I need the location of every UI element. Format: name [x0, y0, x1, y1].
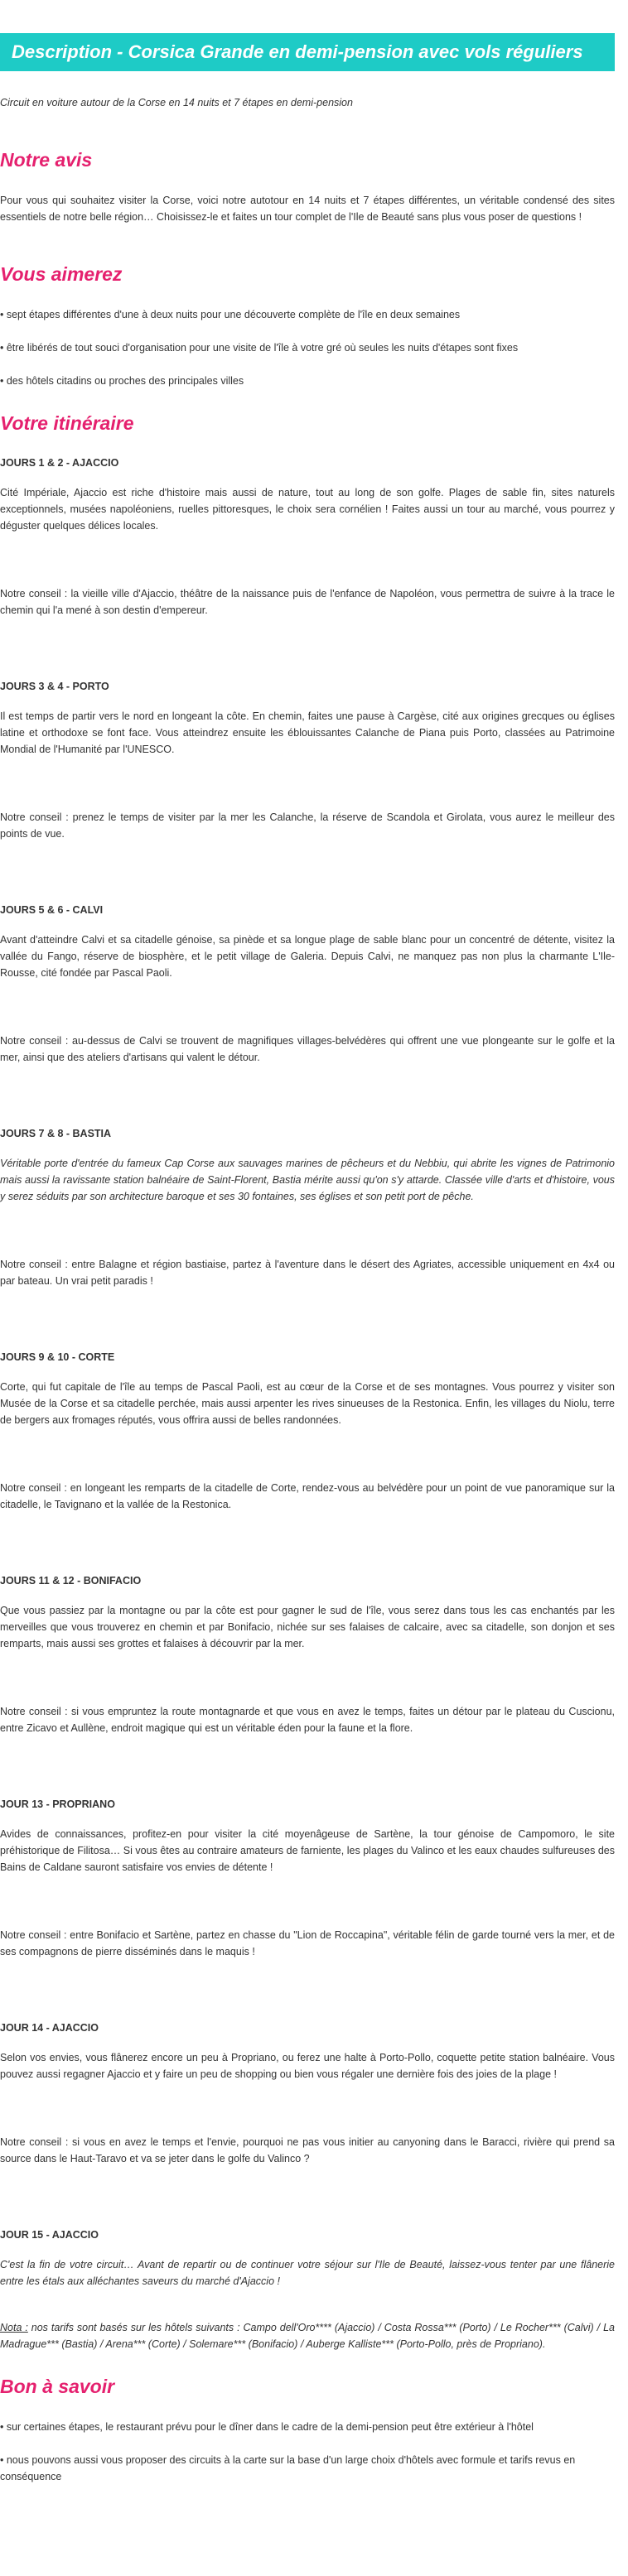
day-tip: Notre conseil : si vous en avez le temps et l'envie, pourquoi ne pas vous initier au canyoning dans le Baracci, rivière qui prend sa source dans le Haut-Taravo et va se jeter dans le golfe du Valinco ?: [0, 2136, 615, 2165]
day-tip: Notre conseil : entre Bonifacio et Sartène, partez en chasse du "Lion de Roccapina", véritable félin de garde tourné vers la mer, et de ses compagnons de pierre disséminés dans le maquis !: [0, 1929, 615, 1958]
hotels-note: [0, 2319, 615, 2352]
note-text: nos tarifs sont basés sur les hôtels suivants : Campo dell'Oro**** (Ajaccio) / Costa Rossa*** (Porto) / Le Rocher*** (Calvi) / La Madrague*** (Bastia) / Arena*** (Corte) / Solemare*** (Bonifacio) / Auberge Kalliste*** (Porto-Pollo, près de Propriano).: [0, 2322, 615, 2351]
aimerez-list: [0, 306, 615, 389]
itinerary-day: [0, 1349, 615, 1513]
day-title: JOUR 15 - AJACCIO: [0, 2229, 99, 2241]
day-description: Que vous passiez par la montagne ou par la côte est pour gagner le sud de l'île, vous serez dans tous les cas enchantés par les merveilles que vous trouverez en chemin et par Bonifacio, nichée sur ses falaises de calcaire, avec sa citadelle, son donjon et ses remparts, mais aussi ses grottes et falaises à découvrir par la mer.: [0, 1605, 615, 1650]
itinerary-day: [0, 2227, 615, 2290]
itinerary-day: [0, 455, 615, 619]
subtitle: Circuit en voiture autour de la Corse en 14 nuits et 7 étapes en demi-pension: [0, 97, 353, 109]
heading-vous-aimerez: Vous aimerez: [0, 262, 123, 285]
note-label: Nota :: [0, 2322, 28, 2334]
day-description: C'est la fin de votre circuit… Avant de repartir ou de continuer votre séjour sur l'Ile de Beauté, laissez-vous tenter par une flânerie entre les étals aux alléchantes saveurs du marché d'Ajaccio !: [0, 2259, 615, 2288]
avis-text: Pour vous qui souhaitez visiter la Corse, voici notre autotour en 14 nuits et 7 étapes différentes, un véritable condensé des sites essentiels de notre belle région… Choisissez-le et faites un tour complet de l'Ile de Beauté sans plus vous poser de questions !: [0, 194, 615, 223]
page-content: [0, 33, 628, 2498]
itinerary-day: [0, 678, 615, 842]
day-description: Avides de connaissances, profitez-en pour visiter la cité moyenâgeuse de Sartène, la tour génoise de Campomoro, le site préhistorique de Filitosa… Si vous êtes au contraire amateurs de farniente, les plages du Valinco et les eaux chaudes sulfureuses des Bains de Caldane sauront satisfaire vos envies de détente !: [0, 1828, 615, 1874]
day-tip: Notre conseil : la vieille ville d'Ajaccio, théâtre de la naissance puis de l'enfance de Napoléon, vous permettra de suivre à la trace le chemin qui l'a mené à son destin d'empereur.: [0, 588, 615, 617]
day-description: Cité Impériale, Ajaccio est riche d'histoire mais aussi de nature, tout au long de son golfe. Plages de sable fin, sites naturels exceptionnels, musées napoléoniens, ruelles pittoresques, le choix sera cornélien ! Faites aussi un tour au marché, vous pourrez y déguster quelques délices locales.: [0, 487, 615, 532]
itinerary-day: [0, 1125, 615, 1289]
day-tip: Notre conseil : au-dessus de Calvi se trouvent de magnifiques villages-belvédères qui offrent une vue plongeante sur le golfe et la mer, ainsi que des ateliers d'artisans qui valent le détour.: [0, 1035, 615, 1064]
list-item: • des hôtels citadins ou proches des principales villes: [0, 374, 244, 387]
day-description: Véritable porte d'entrée du fameux Cap Corse aux sauvages marines de pêcheurs et du Nebbiu, qui abrite les vignes de Patrimonio mais aussi la ravissante station balnéaire de Saint-Florent, Bastia mérite aussi qu'on s'y attarde. Classée ville d'arts et d'histoire, vous y serez séduits par son architecture baroque et ses 30 fontaines, ses églises et son petit port de pêche.: [0, 1158, 615, 1203]
day-tip: Notre conseil : en longeant les remparts de la citadelle de Corte, rendez-vous au belvédère pour un point de vue panoramique sur la citadelle, le Tavignano et la vallée de la Restonica.: [0, 1482, 615, 1511]
itinerary-day: [0, 1796, 615, 1960]
day-tip: Notre conseil : entre Balagne et région bastiaise, partez à l'aventure dans le désert des Agriates, accessible uniquement en 4x4 ou par bateau. Un vrai petit paradis !: [0, 1259, 615, 1288]
itinerary-day: [0, 2020, 615, 2167]
heading-votre-itineraire: Votre itinéraire: [0, 412, 134, 434]
day-title: JOURS 3 & 4 - PORTO: [0, 681, 109, 693]
heading-notre-avis: Notre avis: [0, 149, 93, 171]
day-title: JOURS 5 & 6 - CALVI: [0, 904, 104, 917]
day-title: JOURS 9 & 10 - CORTE: [0, 1351, 115, 1364]
itinerary-day: [0, 1572, 615, 1736]
day-tip: Notre conseil : si vous empruntez la route montagnarde et que vous en avez le temps, faites un détour par le plateau du Cuscionu, entre Zicavo et Aullène, endroit magique qui est un véritable éden pour la faune et la flore.: [0, 1706, 615, 1735]
itinerary-day: [0, 902, 615, 1066]
day-title: JOURS 1 & 2 - AJACCIO: [0, 457, 119, 469]
savoir-list: [0, 2419, 615, 2485]
heading-bon-a-savoir: Bon à savoir: [0, 2376, 115, 2398]
page-title: Description - Corsica Grande en demi-pension avec vols réguliers: [0, 33, 615, 71]
list-item: • nous pouvons aussi vous proposer des circuits à la carte sur la base d'un large choix d'hôtels avec formule et tarifs revus en conséquence: [0, 2453, 576, 2482]
list-item: • sur certaines étapes, le restaurant prévu pour le dîner dans le cadre de la demi-pension peut être extérieur à l'hôtel: [0, 2420, 534, 2433]
list-item: • être libérés de tout souci d'organisation pour une visite de l'île à votre gré où seules les nuits d'étapes sont fixes: [0, 341, 519, 354]
day-title: JOURS 7 & 8 - BASTIA: [0, 1128, 112, 1140]
day-description: Avant d'atteindre Calvi et sa citadelle génoise, sa pinède et sa longue plage de sable blanc pour un concentré de détente, visitez la vallée du Fango, réserve de biosphère, et le petit village de Galeria. Depuis Calvi, ne manquez pas non plus la charmante L'Ile-Rousse, cité fondée par Pascal Paoli.: [0, 934, 615, 980]
day-description: Corte, qui fut capitale de l'île au temps de Pascal Paoli, est au cœur de la Corse et de ses montagnes. Vous pourrez y visiter son Musée de la Corse et sa citadelle perchée, mais aussi arpenter les rives sinueuses de la Restonica. Enfin, les villages du Niolu, terre de bergers aux fromages réputés, vous offrira aussi de belles randonnées.: [0, 1381, 615, 1427]
day-title: JOUR 14 - AJACCIO: [0, 2022, 99, 2034]
day-description: Il est temps de partir vers le nord en longeant la côte. En chemin, faites une pause à Cargèse, cité aux origines grecques ou églises latine et orthodoxe se font face. Vous atteindrez ensuite les éblouissantes Calanche de Piana puis Porto, classées au Patrimoine Mondial de l'Humanité par l'UNESCO.: [0, 710, 615, 756]
day-title: JOURS 11 & 12 - BONIFACIO: [0, 1575, 142, 1587]
list-item: • sept étapes différentes d'une à deux nuits pour une découverte complète de l'île en deux semaines: [0, 308, 461, 320]
day-description: Selon vos envies, vous flânerez encore un peu à Propriano, ou ferez une halte à Porto-Pollo, coquette petite station balnéaire. Vous pouvez aussi regagner Ajaccio et y faire un peu de shopping ou bien vous régaler une dernière fois des joies de la plage !: [0, 2052, 615, 2081]
day-tip: Notre conseil : prenez le temps de visiter par la mer les Calanche, la réserve de Scandola et Girolata, vous aurez le meilleur des points de vue.: [0, 811, 615, 840]
day-title: JOUR 13 - PROPRIANO: [0, 1798, 115, 1811]
